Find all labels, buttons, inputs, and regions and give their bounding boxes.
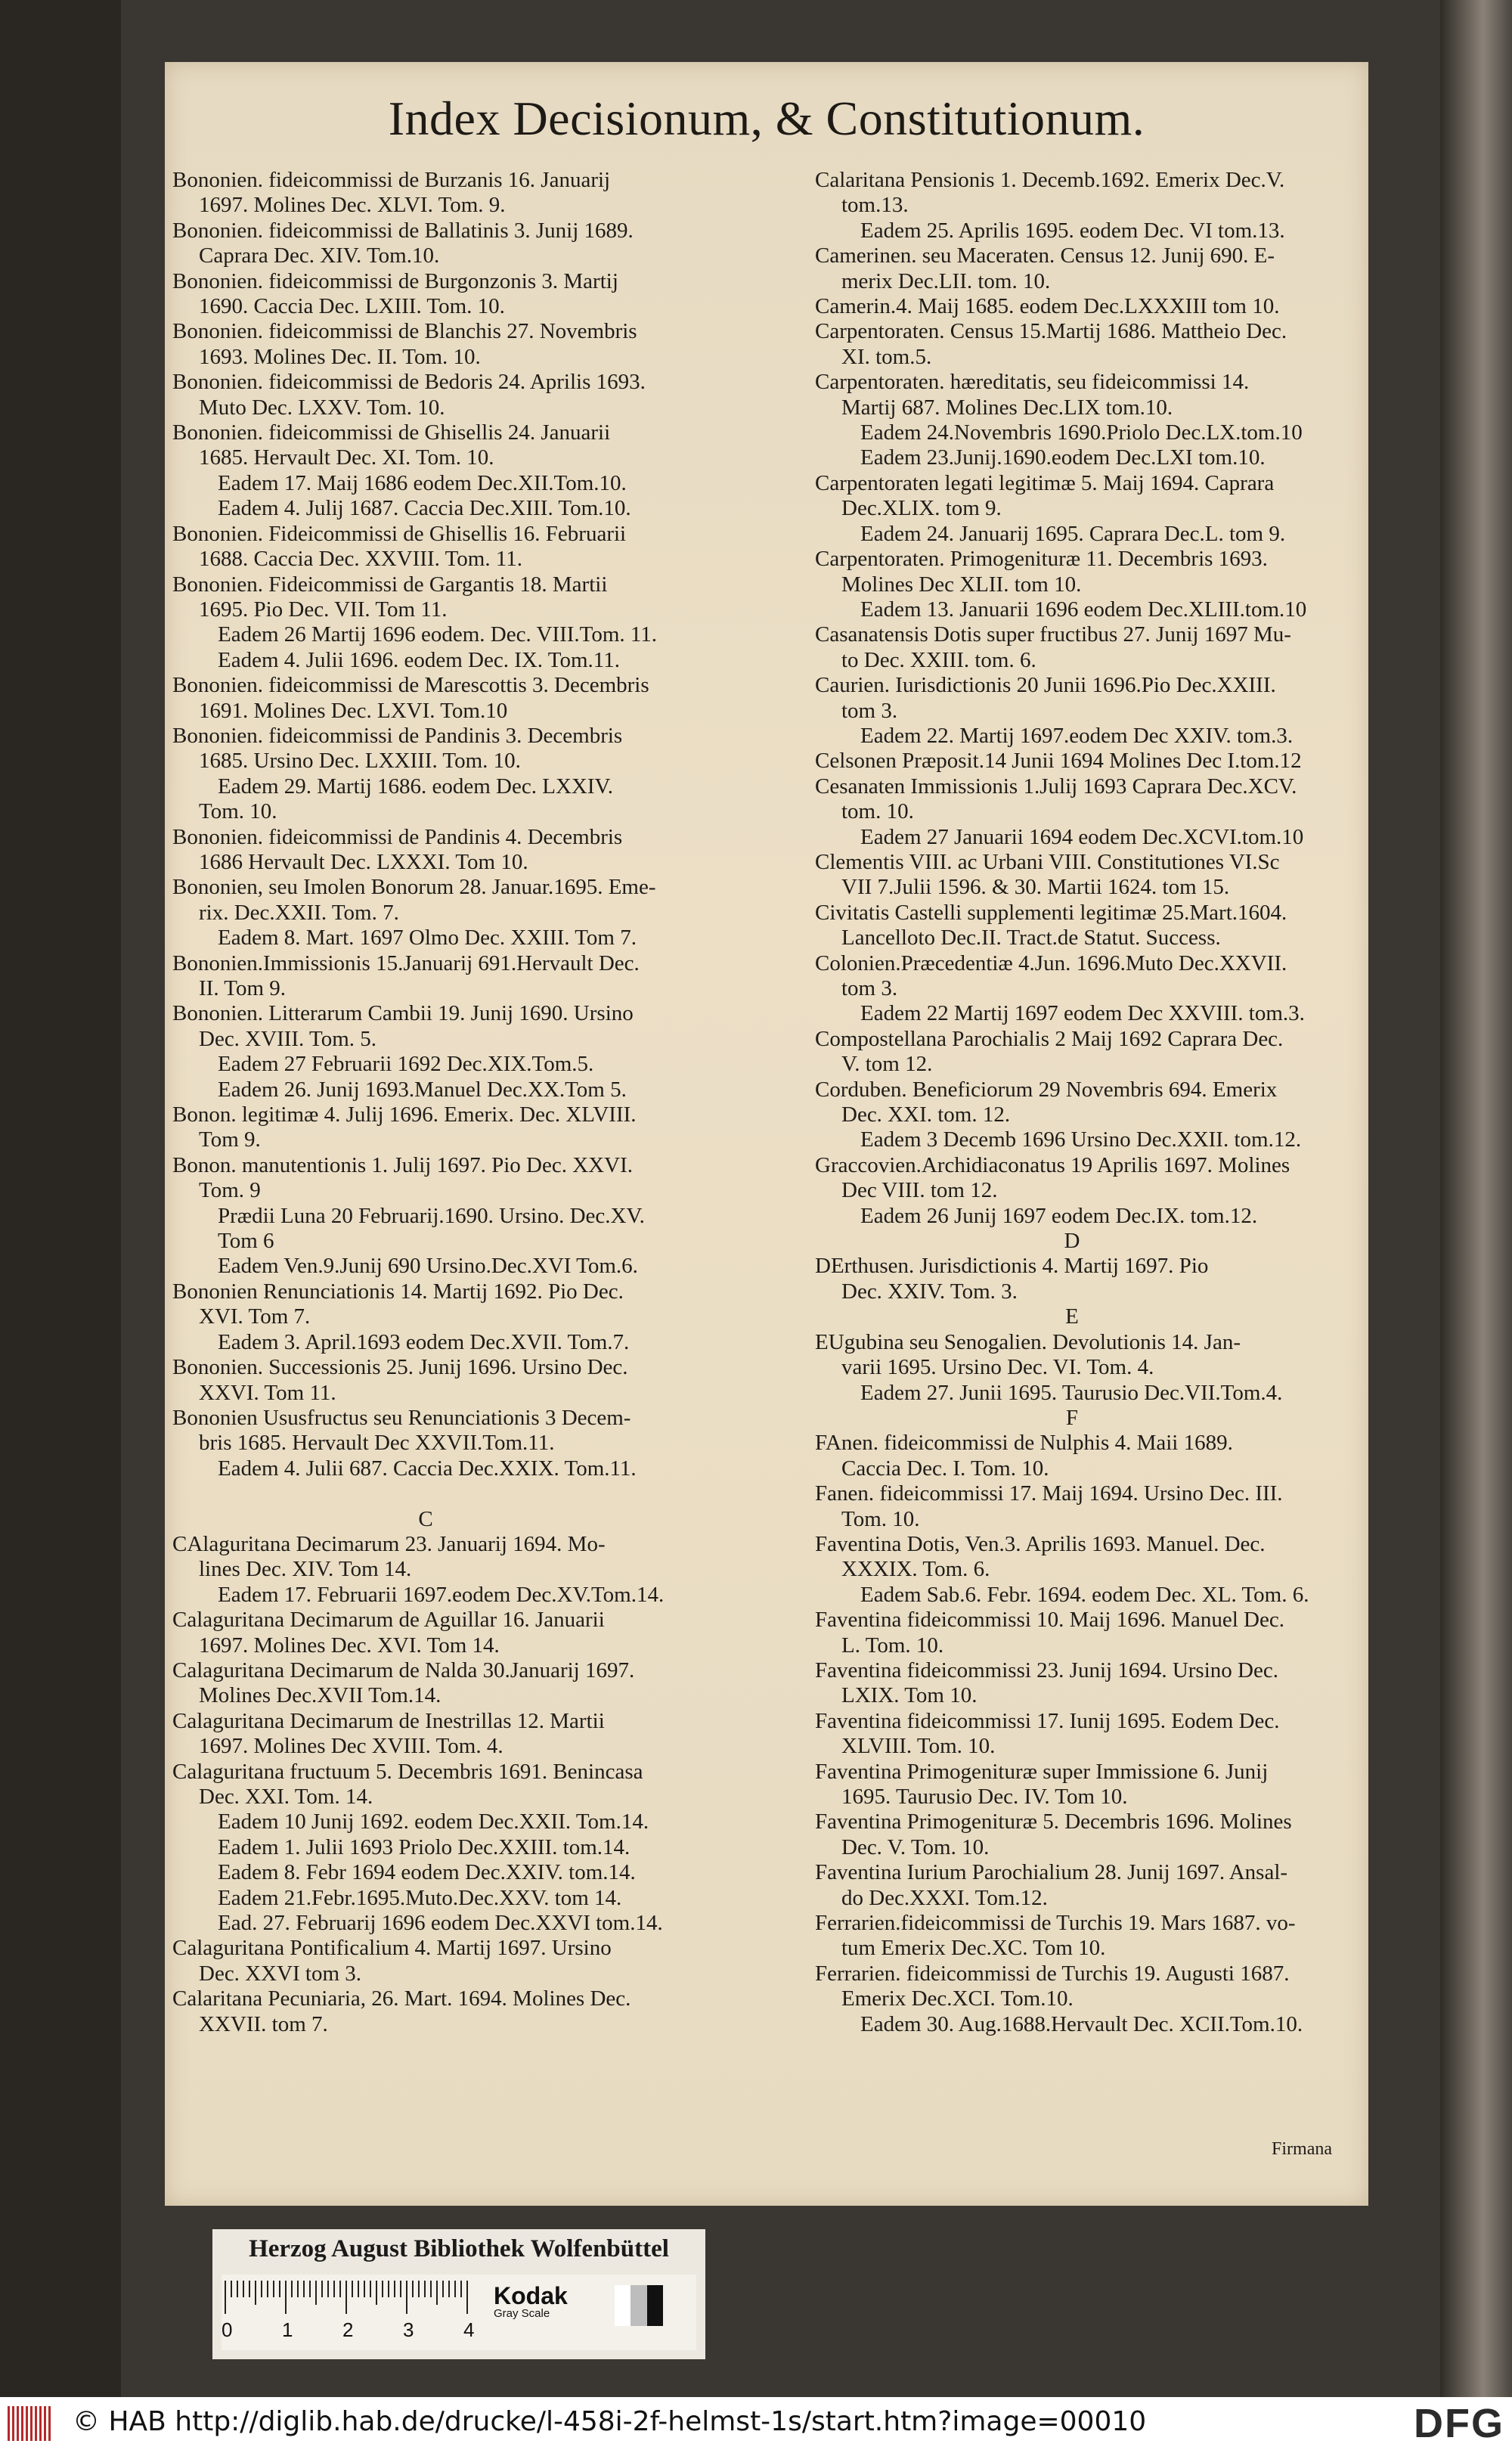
index-line: 1686 Hervault Dec. LXXXI. Tom 10. [199, 849, 528, 874]
index-line: Eadem 26 Martij 1696 eodem. Dec. VIII.Tom. 11. [218, 622, 658, 647]
ruler-number: 1 [282, 2318, 293, 2341]
index-line: lines Dec. XIV. Tom 14. [199, 1557, 412, 1582]
index-line: tom. 10. [841, 799, 914, 824]
index-line: Celsonen Præposit.14 Junii 1694 Molines Dec I.tom.12 [815, 749, 1302, 774]
index-line: Ead. 27. Februarij 1696 eodem Dec.XXVI tom.14. [218, 1911, 663, 1936]
index-line: Eadem 25. Aprilis 1695. eodem Dec. VI tom.13. [860, 218, 1285, 243]
index-line: Bononien Ususfructus seu Renunciationis 3 Decem- [172, 1405, 631, 1430]
index-line: 1697. Molines Dec XVIII. Tom. 4. [199, 1734, 503, 1759]
ruler-tick [297, 2281, 299, 2297]
ruler-tick [412, 2281, 414, 2297]
ruler-numbers [222, 2318, 494, 2349]
index-line: Eadem 4. Julii 687. Caccia Dec.XXIX. Tom.11. [218, 1456, 637, 1481]
index-line: VII 7.Julii 1596. & 30. Martii 1624. tom 15. [841, 875, 1230, 900]
index-line: DErthusen. Jurisdictionis 4. Martij 1697. Pio [815, 1254, 1209, 1279]
ruler-tick [382, 2281, 383, 2297]
ruler-number: 0 [222, 2318, 233, 2341]
ruler-tick [333, 2281, 335, 2297]
index-line: Eadem 1. Julii 1693 Priolo Dec.XXIII. tom.14. [218, 1834, 631, 1859]
index-line: Eadem 26. Junij 1693.Manuel Dec.XX.Tom 5. [218, 1077, 627, 1102]
footer-bar [0, 2397, 1512, 2450]
index-line: XXXIX. Tom. 6. [841, 1557, 990, 1582]
ruler-tick [267, 2281, 268, 2297]
index-line: Clementis VIII. ac Urbani VIII. Constitutiones VI.Sc [815, 849, 1280, 874]
index-line [165, 1481, 686, 1506]
index-line: do Dec.XXXI. Tom.12. [841, 1885, 1048, 1910]
ruler-tick [339, 2281, 341, 2297]
index-line: Carpentoraten. Primogenituræ 11. Decembris 1693. [815, 547, 1268, 572]
index-line: bris 1685. Hervault Dec XXVII.Tom.11. [199, 1431, 555, 1456]
index-line: Eadem 4. Julii 1696. eodem Dec. IX. Tom.11. [218, 647, 620, 672]
index-line: Tom. 9 [199, 1178, 261, 1203]
kodak-subtitle: Gray Scale [494, 2307, 550, 2320]
index-line: Dec. V. Tom. 10. [841, 1834, 990, 1859]
index-line: Bonon. legitimæ 4. Julij 1696. Emerix. Dec. XLVIII. [172, 1102, 637, 1127]
index-line: Caprara Dec. XIV. Tom.10. [199, 243, 440, 268]
index-line: EUgubina seu Senogalien. Devolutionis 14. Jan- [815, 1329, 1241, 1354]
index-line: Tom 6 [218, 1229, 274, 1254]
index-line: Calaguritana Pontificalium 4. Martij 1697. Ursino [172, 1936, 612, 1961]
index-line: Fanen. fideicommissi 17. Maij 1694. Ursino Dec. III. [815, 1481, 1283, 1506]
ruler-tick [442, 2281, 444, 2297]
index-line: Ferrarien. fideicommissi de Turchis 19. Augusti 1687. [815, 1961, 1290, 1986]
library-label [212, 2229, 705, 2359]
index-line: varii 1695. Ursino Dec. VI. Tom. 4. [841, 1355, 1154, 1380]
kodak-logo [494, 2282, 592, 2320]
section-letter: F [1065, 1405, 1079, 1430]
ruler-tick [237, 2281, 238, 2297]
gray-patches [615, 2285, 663, 2326]
index-line: 1691. Molines Dec. LXVI. Tom.10 [199, 698, 508, 723]
index-line: Bononien. fideicommissi de Burgonzonis 3. Martij [172, 268, 618, 293]
index-line: Dec.XLIX. tom 9. [841, 496, 1002, 521]
section-letter: C [418, 1506, 433, 1531]
ruler-tick [406, 2281, 407, 2314]
ruler-tick [285, 2281, 287, 2314]
index-line: Graccovien.Archidiaconatus 19 Aprilis 1697. Molines [815, 1152, 1290, 1177]
index-line: Calaritana Pensionis 1. Decemb.1692. Emerix Dec.V. [815, 168, 1285, 192]
index-line: Eadem 26 Junij 1697 eodem Dec.IX. tom.12. [860, 1203, 1258, 1228]
index-line: rix. Dec.XXII. Tom. 7. [199, 900, 399, 925]
ruler-tick [424, 2281, 426, 2297]
ruler-tick [309, 2281, 311, 2297]
index-line: tom.13. [841, 193, 909, 218]
index-line: Faventina Primogenituræ super Immissione 6. Junij [815, 1759, 1269, 1784]
ruler-number: 4 [463, 2318, 475, 2341]
document-page [165, 62, 1368, 2206]
index-line: Eadem 4. Julij 1687. Caccia Dec.XIII. Tom.10. [218, 496, 631, 521]
library-name: Herzog August Bibliothek Wolfenbüttel [249, 2235, 669, 2262]
index-line: tum Emerix Dec.XC. Tom 10. [841, 1936, 1106, 1961]
index-line: Eadem 24.Novembris 1690.Priolo Dec.LX.tom.10 [860, 420, 1303, 445]
index-line: Cesanaten Immissionis 1.Julij 1693 Caprara Dec.XCV. [815, 774, 1297, 799]
ruler-tick [376, 2281, 377, 2305]
index-line: Eadem 3 Decemb 1696 Ursino Dec.XXII. tom.12. [860, 1127, 1302, 1152]
index-line: Eadem 22. Martij 1697.eodem Dec XXIV. tom.3. [860, 723, 1294, 748]
ruler-tick [430, 2281, 432, 2297]
index-line: 1685. Ursino Dec. LXXIII. Tom. 10. [199, 749, 521, 774]
index-line: FAnen. fideicommissi de Nulphis 4. Maii 1689. [815, 1431, 1233, 1456]
index-line: Lancelloto Dec.II. Tract.de Statut. Success. [841, 926, 1221, 951]
catchword: Firmana [1272, 2139, 1332, 2159]
ruler-tick [327, 2281, 329, 2297]
ruler-tick [303, 2281, 305, 2297]
index-line: tom 3. [841, 976, 898, 1000]
index-line: Bononien, seu Imolen Bonorum 28. Januar.1695. Eme- [172, 875, 656, 900]
ruler-tick [279, 2281, 280, 2297]
index-line: Corduben. Beneficiorum 29 Novembris 694. Emerix [815, 1077, 1278, 1102]
index-line: Bononien. Fideicommissi de Gargantis 18. Martii [172, 572, 608, 597]
ruler-tick [225, 2281, 226, 2314]
index-line: Compostellana Parochialis 2 Maij 1692 Caprara Dec. [815, 1026, 1284, 1051]
ruler-tick [352, 2281, 353, 2297]
index-line: Calaritana Pecuniaria, 26. Mart. 1694. Molines Dec. [172, 1986, 631, 2011]
index-line: Dec. XXVI tom 3. [199, 1961, 362, 1986]
index-line: Bononien. fideicommissi de Ballatinis 3. Junij 1689. [172, 218, 634, 243]
ruler-number: 3 [403, 2318, 414, 2341]
index-line: Faventina Dotis, Ven.3. Aprilis 1693. Manuel. Dec. [815, 1531, 1266, 1556]
index-line: Bononien. Fideicommissi de Ghisellis 16. Februarii [172, 521, 627, 546]
index-line: Bononien. fideicommissi de Ghisellis 24. Januarii [172, 420, 611, 445]
index-line: Eadem 21.Febr.1695.Muto.Dec.XXV. tom 14. [218, 1885, 622, 1910]
index-line: Dec VIII. tom 12. [841, 1178, 998, 1203]
index-line: LXIX. Tom 10. [841, 1683, 978, 1708]
ruler-tick [273, 2281, 274, 2297]
ruler-tick [315, 2281, 317, 2305]
index-line: V. tom 12. [841, 1052, 933, 1077]
index-line: Eadem 23.Junij.1690.eodem Dec.LXI tom.10. [860, 445, 1266, 470]
ruler-tick [436, 2281, 438, 2305]
index-line: tom 3. [841, 698, 898, 723]
book-spine [1440, 0, 1512, 2397]
index-line: Eadem 8. Mart. 1697 Olmo Dec. XXIII. Tom 7. [218, 926, 637, 951]
index-line: Eadem 27 Februarii 1692 Dec.XIX.Tom.5. [218, 1052, 594, 1077]
index-line: Bononien Renunciationis 14. Martij 1692. Pio Dec. [172, 1279, 624, 1304]
kodak-brand: Kodak [494, 2282, 568, 2309]
index-line: Caccia Dec. I. Tom. 10. [841, 1456, 1049, 1481]
index-column-right [807, 168, 1337, 2037]
index-line: Carpentoraten legati legitimæ 5. Maij 1694. Caprara [815, 470, 1275, 495]
ruler-tick [370, 2281, 371, 2297]
index-line: Tom 9. [199, 1127, 261, 1152]
ruler-tick [454, 2281, 456, 2297]
index-line: Faventina Iurium Parochialium 28. Junij 1697. Ansal- [815, 1860, 1288, 1885]
index-line: Eadem 3. April.1693 eodem Dec.XVII. Tom.7. [218, 1329, 630, 1354]
index-line: Dec. XXI. tom. 12. [841, 1102, 1011, 1127]
index-line: to Dec. XXIII. tom. 6. [841, 647, 1036, 672]
index-line: Faventina fideicommissi 10. Maij 1696. Manuel Dec. [815, 1608, 1284, 1633]
index-line: merix Dec.LII. tom. 10. [841, 268, 1051, 293]
index-line: Bononien. Litterarum Cambii 19. Junij 1690. Ursino [172, 1001, 634, 1026]
index-line: Bonon. manutentionis 1. Julij 1697. Pio Dec. XXVI. [172, 1152, 633, 1177]
index-line: Bononien.Immissionis 15.Januarij 691.Hervault Dec. [172, 951, 640, 975]
index-line: 1697. Molines Dec. XLVI. Tom. 9. [199, 193, 506, 218]
index-line: 1695. Pio Dec. VII. Tom 11. [199, 597, 448, 622]
ruler-tick [231, 2281, 232, 2297]
index-line: Faventina Primogenituræ 5. Decembris 1696. Molines [815, 1810, 1292, 1834]
index-line: 1690. Caccia Dec. LXIII. Tom. 10. [199, 294, 505, 319]
index-line: Casanatensis Dotis super fructibus 27. Junij 1697 Mu- [815, 622, 1291, 647]
ruler-tick [291, 2281, 293, 2297]
index-column-left [165, 168, 686, 2037]
ruler-tick [358, 2281, 359, 2297]
page-title: Index Decisionum, & Constitutionum. [388, 91, 1145, 145]
index-line: Eadem 22 Martij 1697 eodem Dec XXVIII. tom.3. [860, 1001, 1305, 1026]
index-line: Prædii Luna 20 Februarij.1690. Ursino. Dec.XV. [218, 1203, 645, 1228]
index-line: Eadem 27 Januarii 1694 eodem Dec.XCVI.tom.10 [860, 824, 1304, 849]
ruler-number: 2 [342, 2318, 354, 2341]
dfg-logo: DFG [1414, 2401, 1504, 2446]
index-line: Caurien. Iurisdictionis 20 Junii 1696.Pio Dec.XXIII. [815, 673, 1276, 698]
index-line: Bononien. Successionis 25. Junij 1696. Ursino Dec. [172, 1355, 628, 1380]
section-letter: D [1064, 1229, 1080, 1254]
source-url-link[interactable]: © HAB http://diglib.hab.de/drucke/l-458i-2f-helmst-1s/start.htm?image=00010 [73, 2406, 1147, 2437]
index-line: Martij 687. Molines Dec.LIX tom.10. [841, 395, 1173, 420]
index-line: XXVII. tom 7. [199, 2011, 328, 2036]
index-line: Eadem 29. Martij 1686. eodem Dec. LXXIV. [218, 774, 613, 799]
index-line: L. Tom. 10. [841, 1633, 944, 1658]
index-line: Camerinen. seu Maceraten. Census 12. Junij 690. E- [815, 243, 1275, 268]
index-line: Tom. 10. [841, 1506, 920, 1531]
ruler-tick [400, 2281, 401, 2297]
index-line: II. Tom 9. [199, 976, 287, 1000]
index-line: Dec. XXI. Tom. 14. [199, 1785, 373, 1809]
ruler-tick [388, 2281, 389, 2297]
index-line: 1693. Molines Dec. II. Tom. 10. [199, 344, 481, 369]
index-line: Camerin.4. Maij 1685. eodem Dec.LXXXIII tom 10. [815, 294, 1280, 319]
index-line: Eadem 17. Februarii 1697.eodem Dec.XV.Tom.14. [218, 1582, 665, 1607]
index-line: Calaguritana Decimarum de Aguillar 16. Januarii [172, 1608, 605, 1633]
color-scale-ruler [222, 2275, 696, 2350]
index-line: Bononien. fideicommissi de Bedoris 24. Aprilis 1693. [172, 370, 646, 395]
index-line: Eadem 10 Junij 1692. eodem Dec.XXII. Tom.14. [218, 1810, 649, 1834]
index-line: XLVIII. Tom. 10. [841, 1734, 996, 1759]
index-line: Calaguritana fructuum 5. Decembris 1691. Benincasa [172, 1759, 643, 1784]
index-line: Eadem Ven.9.Junij 690 Ursino.Dec.XVI Tom.6. [218, 1254, 638, 1279]
ruler-tick [243, 2281, 244, 2297]
index-line: Tom. 10. [199, 799, 277, 824]
ruler-tick [394, 2281, 395, 2297]
index-line: Eadem 24. Januarij 1695. Caprara Dec.L. tom 9. [860, 521, 1286, 546]
index-line: 1685. Hervault Dec. XI. Tom. 10. [199, 445, 494, 470]
index-line: Bononien. fideicommissi de Marescottis 3. Decembris [172, 673, 649, 698]
ruler-ticks [225, 2281, 482, 2314]
index-line: Colonien.Præcedentiæ 4.Jun. 1696.Muto Dec.XXVII. [815, 951, 1287, 975]
index-line: Molines Dec XLII. tom 10. [841, 572, 1082, 597]
index-line: Dec. XVIII. Tom. 5. [199, 1026, 377, 1051]
index-line: Eadem 30. Aug.1688.Hervault Dec. XCII.Tom.10. [860, 2011, 1303, 2036]
index-line: XVI. Tom 7. [199, 1304, 311, 1329]
section-letter: E [1065, 1304, 1079, 1329]
index-line: Eadem 27. Junii 1695. Taurusio Dec.VII.Tom.4. [860, 1380, 1283, 1405]
index-line: Molines Dec.XVII Tom.14. [199, 1683, 442, 1708]
index-line: Bononien. fideicommissi de Blanchis 27. Novembris [172, 319, 637, 344]
index-line: Muto Dec. LXXV. Tom. 10. [199, 395, 445, 420]
index-line: Eadem 17. Maij 1686 eodem Dec.XII.Tom.10. [218, 470, 627, 495]
index-line: Carpentoraten. Census 15.Martij 1686. Mattheio Dec. [815, 319, 1287, 344]
index-line: XI. tom.5. [841, 344, 932, 369]
index-line: Calaguritana Decimarum de Nalda 30.Januarij 1697. [172, 1658, 635, 1682]
ruler-tick [345, 2281, 347, 2314]
index-line: 1697. Molines Dec. XVI. Tom 14. [199, 1633, 500, 1658]
ruler-tick [261, 2281, 262, 2297]
index-line: Dec. XXIV. Tom. 3. [841, 1279, 1018, 1304]
ruler-tick [321, 2281, 323, 2297]
index-line: Emerix Dec.XCI. Tom.10. [841, 1986, 1074, 2011]
index-line: Civitatis Castelli supplementi legitimæ 25.Mart.1604. [815, 900, 1287, 925]
ruler-tick [249, 2281, 250, 2297]
index-line: Bononien. fideicommissi de Burzanis 16. Januarij [172, 168, 611, 192]
index-line: Faventina fideicommissi 17. Iunij 1695. Eodem Dec. [815, 1708, 1280, 1733]
hab-logo-icon [8, 2406, 53, 2441]
ruler-tick [448, 2281, 450, 2297]
index-line: CAlaguritana Decimarum 23. Januarij 1694. Mo- [172, 1531, 606, 1556]
index-line: Eadem 13. Januarii 1696 eodem Dec.XLIII.tom.10 [860, 597, 1307, 622]
index-line: XXVI. Tom 11. [199, 1380, 336, 1405]
index-line: Carpentoraten. hæreditatis, seu fideicommissi 14. [815, 370, 1250, 395]
index-line: Faventina fideicommissi 23. Junij 1694. Ursino Dec. [815, 1658, 1278, 1682]
index-line: Bononien. fideicommissi de Pandinis 3. Decembris [172, 723, 623, 748]
index-line: Bononien. fideicommissi de Pandinis 4. Decembris [172, 824, 623, 849]
ruler-tick [364, 2281, 365, 2297]
index-line: Calaguritana Decimarum de Inestrillas 12. Martii [172, 1708, 605, 1733]
index-line: Eadem Sab.6. Febr. 1694. eodem Dec. XL. Tom. 6. [860, 1582, 1309, 1607]
index-line: 1688. Caccia Dec. XXVIII. Tom. 11. [199, 547, 523, 572]
index-line: 1695. Taurusio Dec. IV. Tom 10. [841, 1785, 1128, 1809]
ruler-tick [466, 2281, 468, 2314]
ruler-tick [255, 2281, 256, 2305]
index-line: Ferrarien.fideicommissi de Turchis 19. Mars 1687. vo- [815, 1911, 1296, 1936]
index-line: Eadem 8. Febr 1694 eodem Dec.XXIV. tom.14. [218, 1860, 636, 1885]
ruler-tick [418, 2281, 420, 2297]
ruler-tick [460, 2281, 462, 2297]
